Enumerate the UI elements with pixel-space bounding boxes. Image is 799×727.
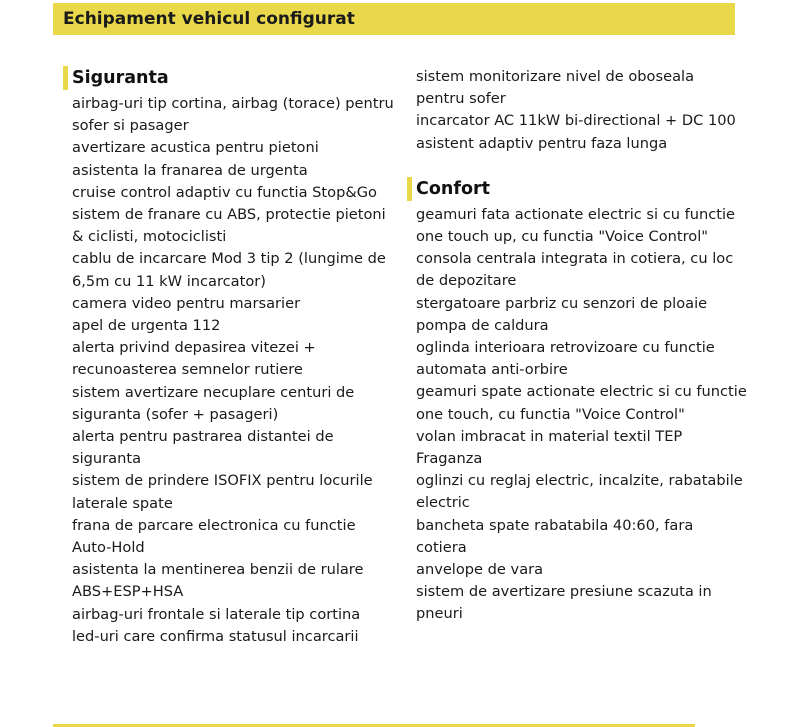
page-header [53, 3, 735, 35]
list-item: cablu de incarcare Mod 3 tip 2 (lungime de 6,5m cu 11 kW incarcator) [72, 250, 386, 290]
list-item: consola centrala integrata in cotiera, cu loc de depozitare [416, 250, 734, 290]
list-item: alerta pentru pastrarea distantei de siguranta [72, 428, 334, 468]
left-column [63, 66, 398, 648]
list-item: bancheta spate rabatabila 40:60, fara cotiera [416, 516, 694, 556]
section-spacer [407, 155, 747, 177]
list-item: sistem de prindere ISOFIX pentru locurile laterale spate [72, 472, 373, 512]
list-item: anvelope de vara [416, 561, 544, 579]
list-item: sistem de avertizare presiune scazuta in pneuri [416, 583, 712, 623]
list-item: camera video pentru marsarier [72, 294, 301, 312]
list-item: avertizare acustica pentru pietoni [72, 139, 319, 157]
list-item: volan imbracat in material textil TEP Fraganza [416, 427, 683, 468]
list-item: sistem de franare cu ABS, protectie pietoni & ciclisti, motociclisti [72, 206, 386, 246]
page-title: Echipament vehicul configurat [63, 9, 355, 29]
list-item: asistenta la mentinerea benzii de rulare [72, 561, 364, 579]
list-item: asistent adaptiv pentru faza lunga [416, 134, 668, 152]
list-item: sistem avertizare necuplare centuri de siguranta (sofer + pasageri) [72, 383, 355, 423]
list-item: sistem monitorizare nivel de oboseala pentru sofer [416, 68, 695, 108]
list-item: apel de urgenta 112 [72, 317, 221, 335]
list-item: geamuri fata actionate electric si cu functie one touch up, cu functia "Voice Control" [416, 205, 736, 246]
list-item: frana de parcare electronica cu functie Auto-Hold [72, 516, 356, 557]
list-item: incarcator AC 11kW bi-directional + DC 100 [416, 112, 736, 130]
section-siguranta [63, 66, 398, 648]
list-item: cruise control adaptiv cu functia Stop&Go [72, 183, 377, 201]
list-item: airbag-uri frontale si laterale tip cortina [72, 605, 361, 623]
list-item: pompa de caldura [416, 316, 549, 334]
section-title-confort: Confort [407, 177, 747, 201]
list-item: stergatoare parbriz cu senzori de ploaie [416, 294, 708, 312]
list-item: airbag-uri tip cortina, airbag (torace) pentru sofer si pasager [72, 95, 394, 135]
list-item: oglinzi cu reglaj electric, incalzite, rabatabile electric [416, 472, 743, 512]
confort-list [407, 204, 747, 626]
section-confort [407, 177, 747, 626]
list-item: ABS+ESP+HSA [72, 583, 184, 601]
right-column [407, 66, 747, 626]
list-item: led-uri care confirma statusul incarcarii [72, 627, 359, 645]
section-title-siguranta: Siguranta [63, 66, 398, 90]
siguranta-list-continued [407, 66, 747, 155]
list-item: asistenta la franarea de urgenta [72, 161, 308, 179]
list-item: alerta privind depasirea vitezei + recunoasterea semnelor rutiere [72, 339, 316, 379]
list-item: oglinda interioara retrovizoare cu functie automata anti-orbire [416, 339, 715, 379]
list-item: geamuri spate actionate electric si cu functie one touch, cu functia "Voice Control" [416, 383, 747, 423]
siguranta-list [63, 93, 398, 648]
